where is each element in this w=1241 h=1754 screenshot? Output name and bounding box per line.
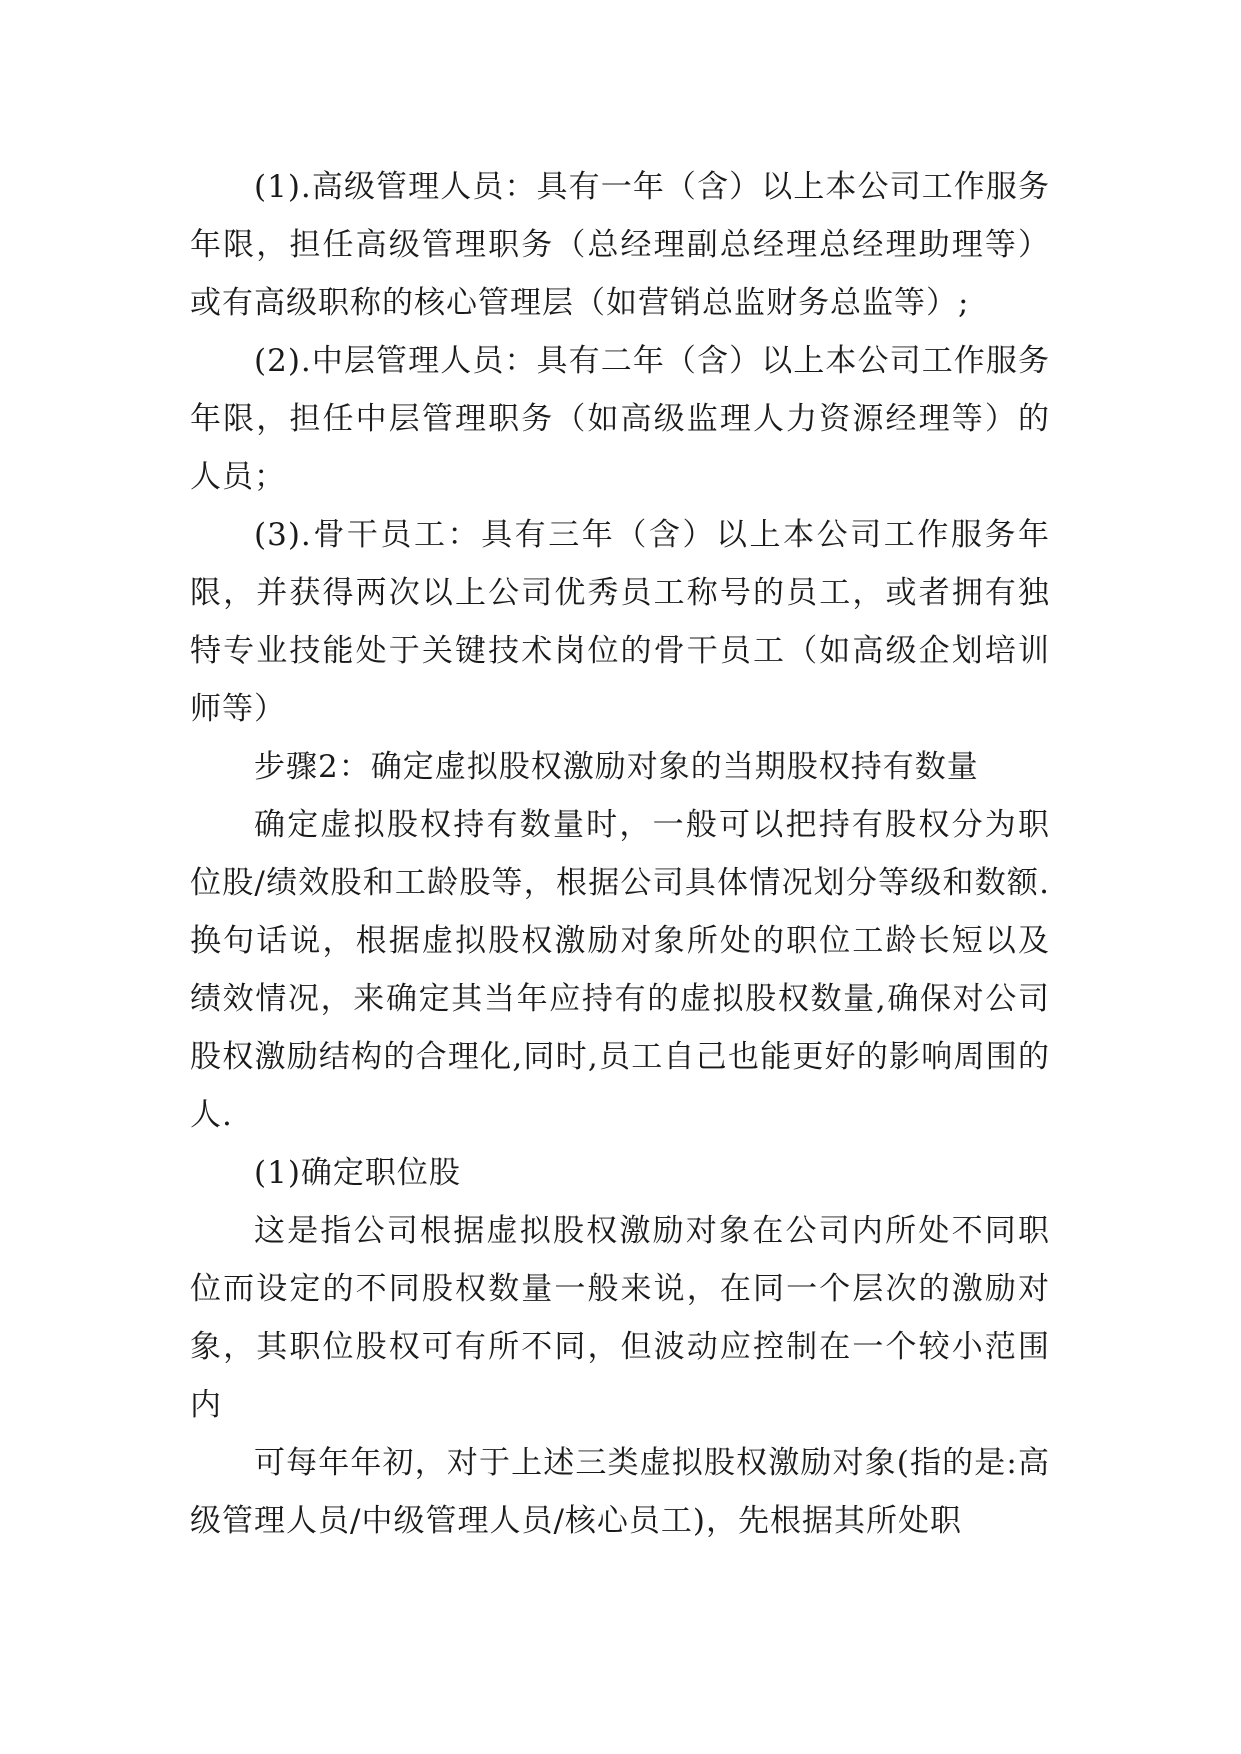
subheading-position-shares: (1)确定职位股 (254, 1155, 461, 1191)
paragraph-position-shares: 这是指公司根据虚拟股权激励对象在公司内所处不同职位而设定的不同股权数量一般来说，在同一个层次的激励对象，其职位股权可有所不同，但波动应控制在一个较小范围内 (190, 1213, 1050, 1423)
document-body (190, 158, 1050, 1550)
paragraph-key-employees: (3).骨干员工：具有三年（含）以上本公司工作服务年限，并获得两次以上公司优秀员工称号的员工，或者拥有独特专业技能处于关键技术岗位的骨干员工（如高级企划培训师等） (190, 517, 1050, 727)
paragraph-annual-allocation: 可每年年初，对于上述三类虚拟股权激励对象(指的是:高级管理人员/中级管理人员/核心员工)，先根据其所处职 (190, 1445, 1050, 1539)
step-2-heading: 步骤2：确定虚拟股权激励对象的当期股权持有数量 (254, 749, 979, 785)
paragraph-share-quantity: 确定虚拟股权持有数量时，一般可以把持有股权分为职位股/绩效股和工龄股等，根据公司具体情况划分等级和数额.换句话说，根据虚拟股权激励对象所处的职位工龄长短以及绩效情况，来确定其当年应持有的虚拟股权数量,确保对公司股权激励结构的合理化,同时,员工自己也能更好的影响周围的人. (190, 807, 1050, 1133)
paragraph-middle-management: (2).中层管理人员：具有二年（含）以上本公司工作服务年限，担任中层管理职务（如高级监理人力资源经理等）的人员； (190, 343, 1050, 495)
paragraph-senior-management: (1).高级管理人员：具有一年（含）以上本公司工作服务年限，担任高级管理职务（总经理副总经理总经理助理等）或有高级职称的核心管理层（如营销总监财务总监等）; (190, 169, 1050, 321)
